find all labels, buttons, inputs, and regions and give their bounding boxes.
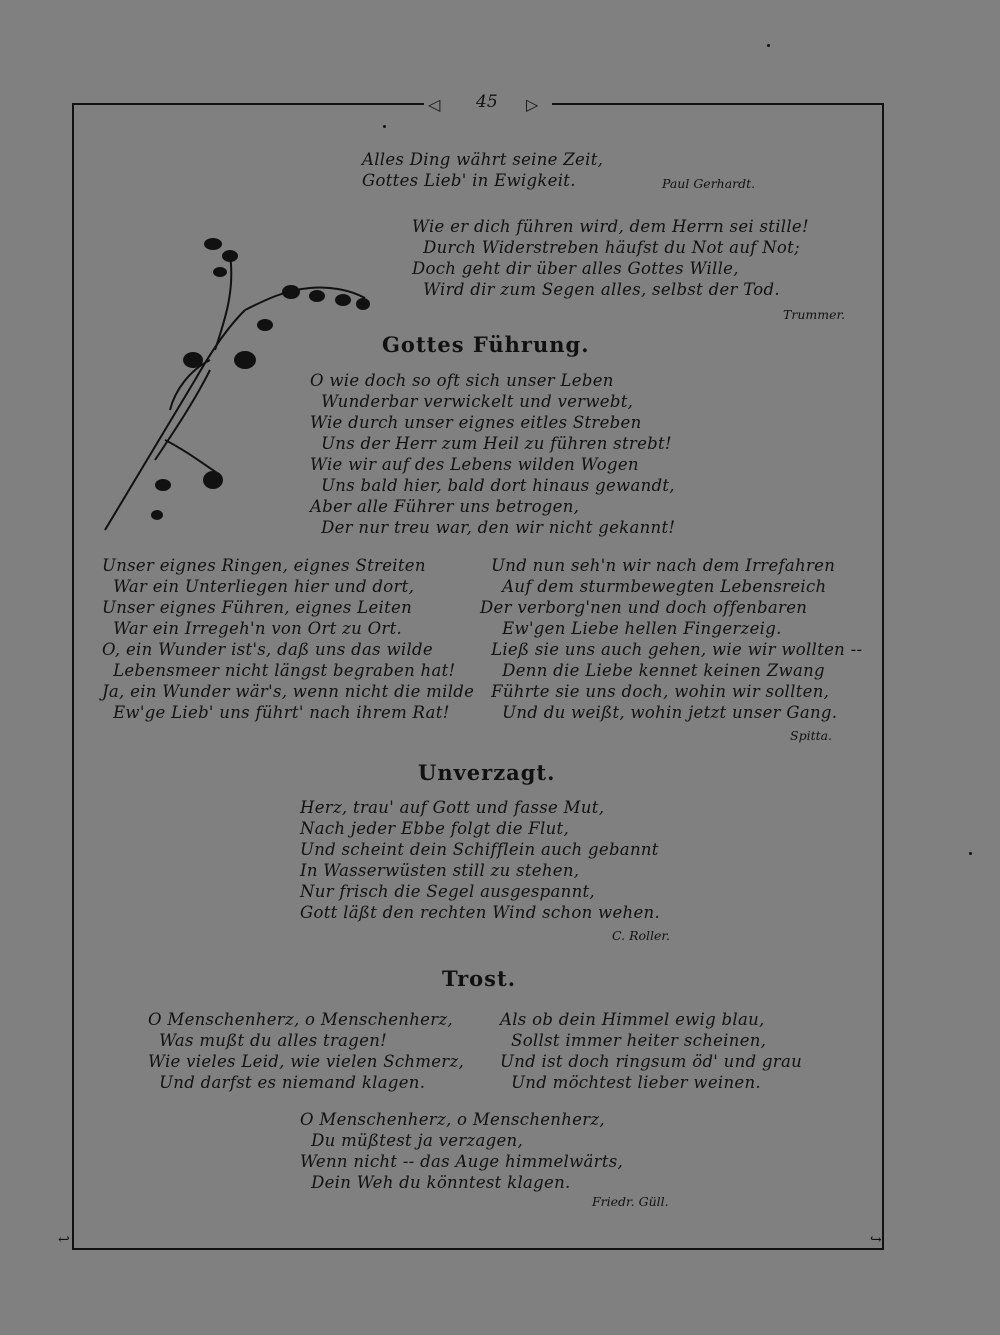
- poem-line: Ew'gen Liebe hellen Fingerzeig.: [480, 619, 782, 638]
- poem-line: Und nun seh'n wir nach dem Irrefahren: [480, 556, 836, 575]
- poem-line: War ein Unterliegen hier und dort,: [102, 577, 415, 596]
- page-border-top-right: [552, 103, 882, 105]
- poem-line: O Menschenherz, o Menschenherz,: [300, 1110, 605, 1129]
- poem-line: Wie wir auf des Lebens wilden Wogen: [310, 455, 639, 474]
- page-border-top-left: [72, 103, 424, 105]
- corner-ornament-right-icon: ↪: [870, 1232, 882, 1248]
- page-number: 45: [476, 92, 498, 112]
- poem-line: Gott läßt den rechten Wind schon wehen.: [300, 903, 660, 922]
- poem-line: Und möchtest lieber weinen.: [500, 1073, 761, 1092]
- speck: [767, 44, 770, 47]
- title-trost: Trost.: [442, 966, 517, 991]
- poem-line: Wenn nicht -- das Auge himmelwärts,: [300, 1152, 624, 1171]
- title-gottes-fuehrung: Gottes Führung.: [382, 332, 590, 357]
- poem-line: Uns bald hier, bald dort hinaus gewandt,: [310, 476, 675, 495]
- poem-line: Und scheint dein Schifflein auch gebannt: [300, 840, 659, 859]
- poem-line: Denn die Liebe kennet keinen Zwang: [480, 661, 825, 680]
- poem-line: Lebensmeer nicht längst begraben hat!: [102, 661, 456, 680]
- author-spitta: Spitta.: [790, 728, 833, 743]
- poem-line: Ja, ein Wunder wär's, wenn nicht die milde: [102, 682, 475, 701]
- poem-line: War ein Irregeh'n von Ort zu Ort.: [102, 619, 403, 638]
- poem-line: Herz, trau' auf Gott und fasse Mut,: [300, 798, 605, 817]
- author-gerhardt: Paul Gerhardt.: [662, 176, 756, 191]
- poem-line: O, ein Wunder ist's, daß uns das wilde: [102, 640, 433, 659]
- speck: [383, 125, 386, 128]
- poem-line: Ließ sie uns auch gehen, wie wir wollten --: [480, 640, 863, 659]
- poem-line: Der nur treu war, den wir nicht gekannt!: [310, 518, 676, 537]
- corner-ornament-left-icon: ↩: [58, 1232, 70, 1248]
- poem-line: Dein Weh du könntest klagen.: [300, 1173, 571, 1192]
- poem-line: Alles Ding währt seine Zeit,: [362, 150, 604, 169]
- poem-line: Wie vieles Leid, wie vielen Schmerz,: [148, 1052, 465, 1071]
- title-unverzagt: Unverzagt.: [418, 760, 556, 785]
- poem-line: Unser eignes Führen, eignes Leiten: [102, 598, 413, 617]
- poem-line: Auf dem sturmbewegten Lebensreich: [480, 577, 827, 596]
- poem-line: Und ist doch ringsum öd' und grau: [500, 1052, 803, 1071]
- poem-line: Wie durch unser eignes eitles Streben: [310, 413, 642, 432]
- author-trummer: Trummer.: [783, 307, 846, 322]
- header-ornament-left-icon: ◁: [428, 95, 441, 114]
- poem-line: Wunderbar verwickelt und verwebt,: [310, 392, 634, 411]
- poem-line: Nach jeder Ebbe folgt die Flut,: [300, 819, 570, 838]
- author-guell: Friedr. Güll.: [592, 1194, 669, 1209]
- poem-line: Wird dir zum Segen alles, selbst der Tod.: [412, 280, 780, 299]
- poem-line: Uns der Herr zum Heil zu führen strebt!: [310, 434, 672, 453]
- poem-line: O wie doch so oft sich unser Leben: [310, 371, 614, 390]
- poem-line: O Menschenherz, o Menschenherz,: [148, 1010, 453, 1029]
- header-ornament-right-icon: ▷: [526, 95, 539, 114]
- poem-line: Der verborg'nen und doch offenbaren: [480, 598, 808, 617]
- poem-line: Wie er dich führen wird, dem Herrn sei stille!: [412, 217, 809, 236]
- speck: [969, 852, 972, 855]
- poem-line: Unser eignes Ringen, eignes Streiten: [102, 556, 426, 575]
- poem-line: Was mußt du alles tragen!: [148, 1031, 388, 1050]
- poem-line: Ew'ge Lieb' uns führt' nach ihrem Rat!: [102, 703, 450, 722]
- poem-line: Durch Widerstreben häufst du Not auf Not;: [412, 238, 800, 257]
- poem-line: Du müßtest ja verzagen,: [300, 1131, 524, 1150]
- poem-line: Aber alle Führer uns betrogen,: [310, 497, 580, 516]
- poem-line: Führte sie uns doch, wohin wir sollten,: [480, 682, 830, 701]
- poem-line: Als ob dein Himmel ewig blau,: [500, 1010, 765, 1029]
- poem-line: Und du weißt, wohin jetzt unser Gang.: [480, 703, 838, 722]
- poem-line: Gottes Lieb' in Ewigkeit.: [362, 171, 576, 190]
- poem-line: Nur frisch die Segel ausgespannt,: [300, 882, 595, 901]
- author-roller: C. Roller.: [612, 928, 670, 943]
- poem-line: In Wasserwüsten still zu stehen,: [300, 861, 580, 880]
- poem-line: Und darfst es niemand klagen.: [148, 1073, 426, 1092]
- poem-line: Sollst immer heiter scheinen,: [500, 1031, 767, 1050]
- poem-line: Doch geht dir über alles Gottes Wille,: [412, 259, 739, 278]
